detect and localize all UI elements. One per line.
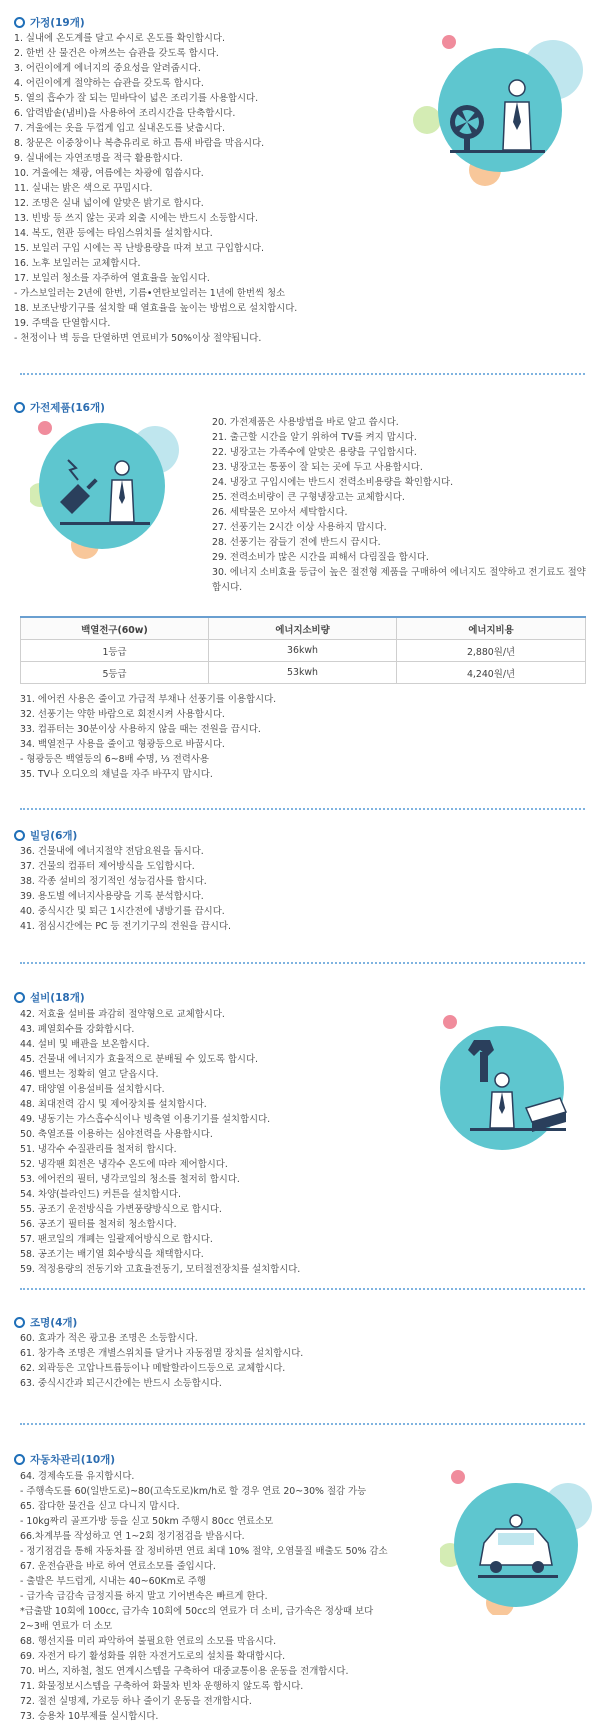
- list-item: 44. 설비 및 배관을 보온합시다.: [20, 1039, 150, 1050]
- list-item: 70. 버스, 지하철, 철도 연계시스템을 구축하여 대중교통이용 운동을 전개합시다.: [20, 1666, 349, 1677]
- section-equipment: [0, 970, 600, 1295]
- list-item: - 출발은 부드럽게, 시내는 40~60Km로 주행: [20, 1576, 206, 1587]
- list-item: 1. 실내에 온도계를 달고 수시로 온도를 확인합시다.: [14, 33, 225, 44]
- list-item: 71. 화물정보시스템을 구축하여 화물차 빈차 운행하지 않도록 합시다.: [20, 1681, 304, 1692]
- bullet-icon: [14, 1317, 25, 1328]
- section-title-lighting: 조명(4개): [14, 1315, 77, 1330]
- list-item: 7. 겨울에는 옷을 두껍게 입고 실내온도를 낮춥시다.: [14, 123, 225, 134]
- list-item: 33. 컴퓨터는 30분이상 사용하지 않을 때는 전원을 끕시다.: [20, 724, 261, 735]
- list-item: 54. 차양(블라인드) 커튼을 설치합시다.: [20, 1189, 181, 1200]
- section-title-home: 가정(19개): [14, 15, 85, 30]
- list-item: 64. 경제속도를 유지합시다.: [20, 1471, 135, 1482]
- list-item: 17. 보일러 청소를 자주하여 열효율을 높입시다.: [14, 273, 210, 284]
- list-item: - 형광등은 백열등의 6~8배 수명, ⅓ 전력사용: [20, 754, 209, 765]
- list-item: 34. 백열전구 사용을 줄이고 형광등으로 바꿉시다.: [20, 739, 225, 750]
- list-item: 50. 축열조를 이용하는 심야전력을 사용합시다.: [20, 1129, 213, 1140]
- list-item: 52. 냉각팬 회전은 냉각수 온도에 따라 제어합시다.: [20, 1159, 228, 1170]
- list-item: 27. 선풍기는 2시간 이상 사용하지 맙시다.: [212, 522, 387, 533]
- table-row: 1등급 36kwh 2,880원/년: [21, 640, 586, 662]
- list-item: - 10kg짜리 골프가방 등을 싣고 50km 주행시 80cc 연료소모: [20, 1516, 274, 1527]
- appliance-tips-list-2: [20, 692, 276, 782]
- list-item: 62. 외곽등은 고압나트륨등이나 메탈할라이드등으로 교체합시다.: [20, 1363, 286, 1374]
- list-item: 59. 적정용량의 전동기와 고효율전동기, 모터절전장치를 설치합시다.: [20, 1264, 301, 1275]
- list-item: 25. 전력소비량이 큰 구형냉장고는 교체합시다.: [212, 492, 405, 503]
- list-item: 12. 조명은 실내 넓이에 알맞은 밝기로 합시다.: [14, 198, 204, 209]
- bullet-icon: [14, 992, 25, 1003]
- list-item: - 정기점검을 통해 자동차를 잘 정비하면 연료 최대 10% 절약, 오염물질 배출도 50% 감소: [20, 1546, 388, 1557]
- section-appliances: [0, 380, 600, 810]
- equipment-tips-list: [20, 1007, 300, 1277]
- list-item: 51. 냉각수 수질관리를 철저히 합시다.: [20, 1144, 177, 1155]
- table-header: 에너지소비량: [209, 617, 397, 640]
- list-item: 2. 한번 산 물건은 아껴쓰는 습관을 갖도록 합시다.: [14, 48, 219, 59]
- list-item: 11. 실내는 밝은 색으로 꾸밉시다.: [14, 183, 153, 194]
- list-item: 14. 복도, 현관 등에는 타임스위치를 설치합시다.: [14, 228, 213, 239]
- fan-illustration: [405, 30, 595, 195]
- list-item: 18. 보조난방기구를 설치할 때 열효율을 높이는 방법으로 설치합시다.: [14, 303, 298, 314]
- table-header: 백열전구(60w): [21, 617, 209, 640]
- list-item: 68. 행선지를 미리 파악하여 불필요한 연료의 소모를 막읍시다.: [20, 1636, 277, 1647]
- businessman-icon: [510, 1515, 522, 1527]
- list-item: 53. 에어컨의 필터, 냉각코일의 청소를 철저히 합시다.: [20, 1174, 240, 1185]
- list-item: 6. 압력밥솥(냄비)을 사용하여 조리시간을 단축합시다.: [14, 108, 236, 119]
- section-lighting: [0, 1295, 600, 1430]
- list-item: 73. 승용차 10부제를 실시합시다.: [20, 1711, 159, 1722]
- list-item: 55. 공조기 운전방식을 가변풍량방식으로 합시다.: [20, 1204, 222, 1215]
- list-item: 28. 선풍기는 잠들기 전에 반드시 끕시다.: [212, 537, 381, 548]
- list-item: 37. 건물의 컴퓨터 제어방식을 도입합시다.: [20, 861, 195, 872]
- list-item: 40. 중식시간 및 퇴근 1시간전에 냉방기를 끕시다.: [20, 906, 225, 917]
- list-item: 30. 에너지 소비효율 등급이 높은 절전형 제품을 구매하여 에너지도 절약하고 전기료도 절약합시다.: [212, 567, 586, 593]
- list-item: 66.차계부를 작성하고 연 1~2회 정기점검을 받읍시다.: [20, 1531, 245, 1542]
- list-item: 13. 빈방 등 쓰지 않는 곳과 외출 시에는 반드시 소등합시다.: [14, 213, 258, 224]
- building-tips-list: [20, 844, 231, 934]
- lighting-tips-list: [20, 1331, 303, 1391]
- bullet-icon: [14, 402, 25, 413]
- list-item: 49. 냉동기는 가스흡수식이나 빙축열 이용기기를 설치합시다.: [20, 1114, 271, 1125]
- list-item: 57. 팬코일의 개폐는 일괄제어방식으로 합시다.: [20, 1234, 213, 1245]
- list-item: 24. 냉장고 구입시에는 반드시 전력소비용량을 확인합시다.: [212, 477, 454, 488]
- list-item: 4. 어린이에게 절약하는 습관을 갖도록 합시다.: [14, 78, 204, 89]
- bulb-energy-table: [20, 616, 586, 684]
- bullet-icon: [14, 1454, 25, 1465]
- list-item: 29. 전력소비가 많은 시간을 피해서 다림질을 합시다.: [212, 552, 429, 563]
- appliance-tips-list: [212, 415, 592, 595]
- section-building: [0, 810, 600, 970]
- list-item: - 가스보일러는 2년에 한번, 기름•연탄보일러는 1년에 한번씩 청소: [14, 288, 286, 299]
- list-item: 9. 실내에는 자연조명을 적극 활용합시다.: [14, 153, 183, 164]
- list-item: 36. 건물내에 에너지절약 전담요원을 둡시다.: [20, 846, 204, 857]
- list-item: 22. 냉장고는 가족수에 알맞은 용량을 구입합시다.: [212, 447, 417, 458]
- list-item: 23. 냉장고는 통풍이 잘 되는 곳에 두고 사용합시다.: [212, 462, 423, 473]
- list-item: 63. 중식시간과 퇴근시간에는 반드시 소등합시다.: [20, 1378, 222, 1389]
- list-item: 72. 절전 실명제, 가로등 하나 줄이기 운동을 전개합시다.: [20, 1696, 252, 1707]
- plug-illustration: [30, 410, 190, 560]
- section-title-appliances: 가전제품(16개): [14, 400, 105, 415]
- list-item: 47. 태양열 이용설비를 설치합시다.: [20, 1084, 165, 1095]
- list-item: - 급가속 급감속 급정지를 하지 말고 기어변속은 빠르게 한다.: [20, 1591, 268, 1602]
- list-item: 67. 운전습관을 바로 하여 연료소모를 줄입시다.: [20, 1561, 216, 1572]
- list-item: 16. 노후 보일러는 교체합시다.: [14, 258, 141, 269]
- list-item: - 주행속도를 60(일반도로)~80(고속도로)km/h로 할 경우 연료 20~30% 절감 가능: [20, 1486, 367, 1497]
- list-item: 35. TV나 오디오의 채널을 자주 바꾸지 맙시다.: [20, 769, 213, 780]
- list-item: 15. 보일러 구입 시에는 꼭 난방용량을 따져 보고 구입합시다.: [14, 243, 265, 254]
- list-item: 42. 저효율 설비를 과감히 절약형으로 교체합시다.: [20, 1009, 225, 1020]
- list-item: 69. 자전거 타기 활성화를 위한 자전거도로의 설치를 확대합시다.: [20, 1651, 286, 1662]
- list-item: *급출발 10회에 100cc, 급가속 10회에 50cc의 연료가 더 소비, 급가속은 정상때 보다: [20, 1606, 374, 1617]
- list-item: 45. 건물내 에너지가 효율적으로 분배될 수 있도록 합시다.: [20, 1054, 258, 1065]
- section-title-building: 빌딩(6개): [14, 828, 77, 843]
- list-item: 2~3배 연료가 더 소모: [20, 1621, 113, 1632]
- wrench-illustration: [430, 1010, 595, 1155]
- list-item: 41. 점심시간에는 PC 등 전기기구의 전원을 끕시다.: [20, 921, 231, 932]
- section-title-vehicle: 자동차관리(10개): [14, 1452, 115, 1467]
- list-item: 65. 잡다한 물건을 싣고 다니지 맙시다.: [20, 1501, 180, 1512]
- list-item: 3. 어린이에게 에너지의 중요성을 알려줍시다.: [14, 63, 201, 74]
- list-item: 26. 세탁물은 모아서 세탁합시다.: [212, 507, 348, 518]
- list-item: 60. 효과가 적은 광고용 조명은 소등합시다.: [20, 1333, 198, 1344]
- section-title-equipment: 설비(18개): [14, 990, 85, 1005]
- list-item: 58. 공조기는 배기열 회수방식을 채택합시다.: [20, 1249, 204, 1260]
- list-item: 32. 선풍기는 약한 바람으로 회전시켜 사용합시다.: [20, 709, 225, 720]
- table-header: 에너지비용: [397, 617, 586, 640]
- list-item: 10. 겨울에는 채광, 여름에는 차광에 힘씁시다.: [14, 168, 204, 179]
- car-illustration: [440, 1465, 600, 1615]
- home-tips-list: [14, 31, 297, 346]
- list-item: 21. 출근할 시간을 알기 위하여 TV를 켜지 맙시다.: [212, 432, 417, 443]
- list-item: - 천정이나 벽 등을 단열하면 연료비가 50%이상 절약됩니다.: [14, 333, 262, 344]
- list-item: 39. 용도별 에너지사용량을 기록 분석합시다.: [20, 891, 204, 902]
- list-item: 56. 공조기 필터를 철저히 청소합시다.: [20, 1219, 177, 1230]
- section-vehicle: [0, 1430, 600, 1736]
- table-row: 5등급 53kwh 4,240원/년: [21, 662, 586, 684]
- list-item: 8. 창문은 이중창이나 복층유리로 하고 틈새 바람을 막읍시다.: [14, 138, 265, 149]
- vehicle-tips-list: [20, 1469, 388, 1724]
- bullet-icon: [14, 17, 25, 28]
- list-item: 19. 주택을 단열합시다.: [14, 318, 111, 329]
- list-item: 20. 가전제품은 사용방법을 바로 알고 씁시다.: [212, 417, 399, 428]
- list-item: 5. 열의 흡수가 잘 되는 밑바닥이 넓은 조리기를 사용합시다.: [14, 93, 259, 104]
- section-home: [0, 0, 600, 380]
- list-item: 31. 에어컨 사용은 줄이고 가급적 부채나 선풍기를 이용합시다.: [20, 694, 277, 705]
- list-item: 61. 창가측 조명은 개별스위치를 달거나 자동점멸 장치를 설치합시다.: [20, 1348, 304, 1359]
- list-item: 38. 각종 설비의 정기적인 성능검사를 합시다.: [20, 876, 207, 887]
- list-item: 48. 최대전력 감시 및 제어장치를 설치합시다.: [20, 1099, 207, 1110]
- bullet-icon: [14, 830, 25, 841]
- list-item: 43. 폐열회수를 강화합시다.: [20, 1024, 135, 1035]
- list-item: 46. 밸브는 정확히 열고 닫읍시다.: [20, 1069, 159, 1080]
